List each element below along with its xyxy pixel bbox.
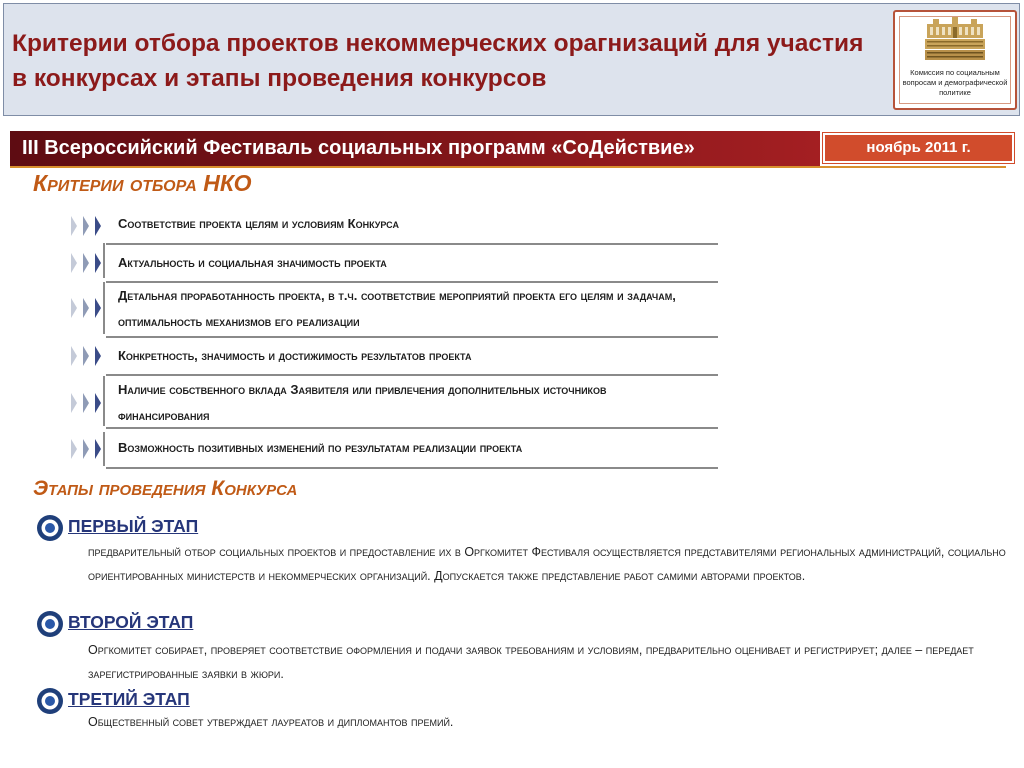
criteria-text: Возможность позитивных изменений по результатам реализации проекта: [118, 440, 523, 455]
criteria-vertical-rule: [103, 282, 105, 334]
criteria-vertical-rule: [103, 376, 105, 426]
criteria-divider: [106, 427, 718, 429]
stage-title: ТРЕТИЙ ЭТАП: [68, 689, 190, 709]
date-badge: ноябрь 2011 г.: [823, 133, 1014, 163]
criteria-text: Наличие собственного вклада Заявителя или привлечения дополнительных источников финансирования: [118, 382, 607, 423]
criteria-vertical-rule: [103, 243, 105, 278]
banner-divider: [10, 166, 1006, 168]
criteria-text: Соответствие проекта целям и условиям Конкурса: [118, 216, 399, 231]
logo-caption: Комиссия по социальным вопросам и демографической политике: [902, 68, 1008, 97]
list-item: [70, 376, 720, 430]
criteria-text: Конкретность, значимость и достижимость результатов проекта: [118, 348, 472, 363]
commission-logo: [893, 10, 1017, 110]
list-item: [70, 343, 720, 377]
criteria-text: Актуальность и социальная значимость проекта: [118, 255, 387, 270]
slide-header: [3, 3, 1020, 116]
list-item: [70, 211, 720, 247]
stage-description: Оргкомитет собирает, проверяет соответствие оформления и подачи заявок требованиям и условиям, предварительно оценивает и регистрирует; далее – передает зарегистрированные заявки в жюри.: [88, 643, 974, 681]
stage-title: ВТОРОЙ ЭТАП: [68, 612, 194, 632]
target-circle-icon: [36, 610, 64, 638]
stage-description: предварительный отбор социальных проектов и предоставление их в Оргкомитет Фестиваля осуществляется представителями региональных администраций, социально ориентированных министерств и некоммерческих организаций. Допускается также представление работ самими авторами проектов.: [88, 545, 1006, 583]
target-circle-icon: [36, 514, 64, 542]
stage-title: ПЕРВЫЙ ЭТАП: [68, 516, 199, 536]
triple-arrow-icon: [70, 215, 110, 237]
criteria-divider: [106, 243, 718, 245]
stages-heading: Этапы проведения Конкурса: [33, 477, 298, 500]
list-item: [70, 435, 720, 471]
criteria-divider: [106, 467, 718, 469]
public-chamber-emblem-icon: [915, 16, 995, 64]
list-item: [70, 286, 720, 342]
banner-title: III Всероссийский Фестиваль социальных программ «СоДействие»: [22, 137, 695, 159]
criteria-divider: [106, 336, 718, 338]
list-item: [70, 250, 720, 286]
slide-title: Критерии отбора проектов некоммерческих орагнизаций для участия в конкурсах и этапы проведения конкурсов: [12, 30, 864, 92]
criteria-text: Детальная проработанность проекта, в т.ч. соответствие мероприятий проекта его целям и задачам, оптимальность механизмов его реализации: [118, 288, 676, 329]
triple-arrow-icon: [70, 345, 110, 367]
stage-description: Общественный совет утверждает лауреатов и дипломантов премий.: [88, 715, 454, 729]
festival-banner: [10, 131, 820, 166]
target-circle-icon: [36, 687, 64, 715]
criteria-heading: Критерии отбора НКО: [33, 170, 252, 196]
criteria-vertical-rule: [103, 432, 105, 466]
